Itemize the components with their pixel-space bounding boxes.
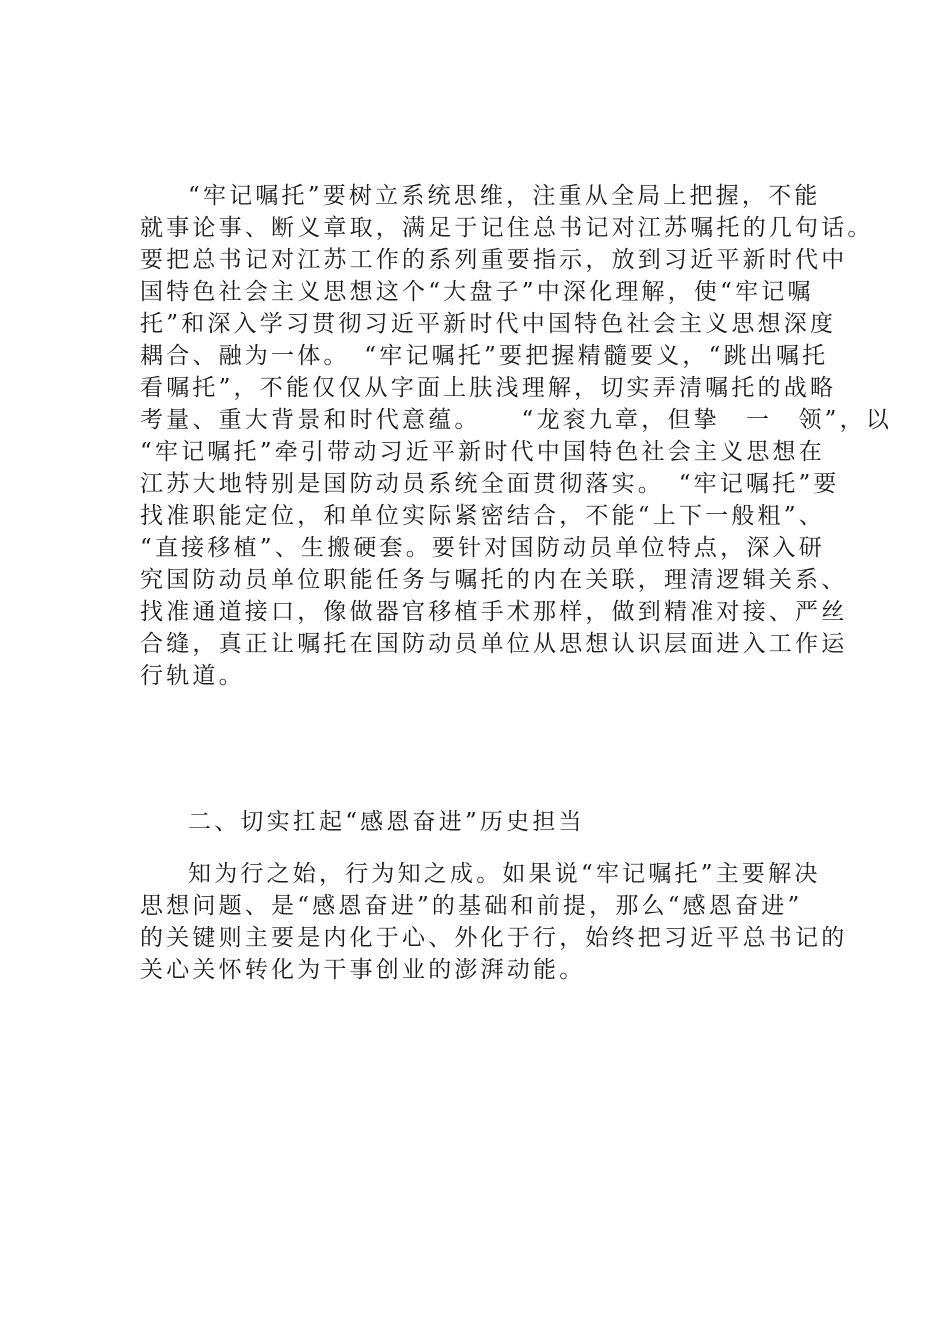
paragraph-1-line-7: 看嘱托”，不能仅仅从字面上肤浅理解，切实弄清嘱托的战略 <box>140 375 837 401</box>
paragraph-1-line-14: 找准通道接口，像做器官移植手术那样，做到精准对接、严丝 <box>140 599 848 625</box>
paragraph-2-line-4: 关心关怀转化为干事创业的澎湃动能。 <box>140 957 586 983</box>
paragraph-1-line-5: 托”和深入学习贯彻习近平新时代中国特色社会主义思想深度 <box>140 311 837 337</box>
paragraph-1-line-9: “牢记嘱托”牵引带动习近平新时代中国特色社会主义思想在 <box>140 439 825 465</box>
section-heading: 二、切实扛起“感恩奋进”历史担当 <box>188 809 585 835</box>
paragraph-1-line-13: 究国防动员单位职能任务与嘱托的内在关联，理清逻辑关系、 <box>140 567 848 593</box>
paragraph-1-line-16: 行轨道。 <box>140 663 245 689</box>
paragraph-2-line-1: 知为行之始，行为知之成。如果说“牢记嘱托”主要解决 <box>188 861 821 887</box>
paragraph-1-line-11: 找准职能定位，和单位实际紧密结合，不能“上下一般粗”、 <box>140 503 825 529</box>
paragraph-1-line-8: 考量、重大背景和时代意蕴。 “龙衮九章，但挚 一 领”，以 <box>140 407 893 433</box>
paragraph-2-line-3: 的关键则主要是内化于心、外化于行，始终把习近平总书记的 <box>140 925 848 951</box>
paragraph-1-line-6: 耦合、融为一体。 “牢记嘱托”要把握精髓要义，“跳出嘱托 <box>140 343 829 369</box>
paragraph-1-line-1: “牢记嘱托”要树立系统思维，注重从全局上把握，不能 <box>188 183 821 209</box>
paragraph-1-line-3: 要把总书记对江苏工作的系列重要指示，放到习近平新时代中 <box>140 247 848 273</box>
paragraph-1-line-4: 国特色社会主义思想这个“大盘子”中深化理解，使“牢记嘱 <box>140 279 814 305</box>
paragraph-1-line-10: 江苏大地特别是国防动员系统全面贯彻落实。 “牢记嘱托”要 <box>140 471 840 497</box>
paragraph-1-line-15: 合缝，真正让嘱托在国防动员单位从思想认识层面进入工作运 <box>140 631 848 657</box>
paragraph-2-line-2: 思想问题、是“感恩奋进”的基础和前提，那么“感恩奋进” <box>140 893 803 919</box>
paragraph-1-line-2: 就事论事、断义章取，满足于记住总书记对江苏嘱托的几句话。 <box>140 215 874 241</box>
paragraph-1-line-12: “直接移植”、生搬硬套。要针对国防动员单位特点，深入研 <box>140 535 825 561</box>
